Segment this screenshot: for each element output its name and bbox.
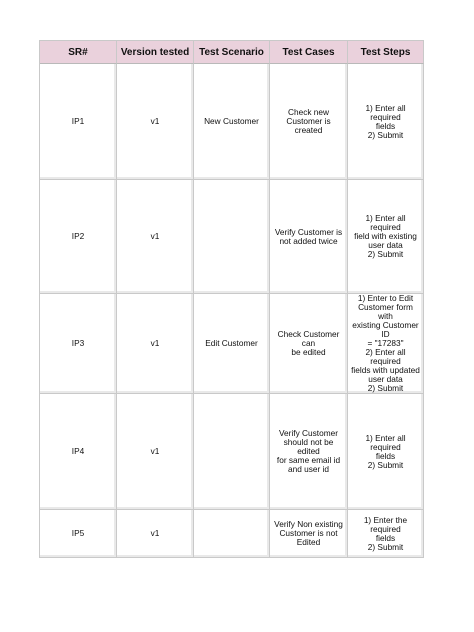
cell-scenario: New Customer [194, 64, 270, 180]
cell-sr: IP2 [40, 180, 117, 294]
cell-test-steps: 1) Enter all required fields 2) Submit [348, 64, 424, 180]
header-test-scenario: Test Scenario [194, 41, 270, 64]
table-row [40, 394, 424, 510]
header-test-steps: Test Steps [348, 41, 424, 64]
cell-test-case: Verify Customer is not added twice [270, 180, 348, 294]
cell-scenario [194, 510, 270, 558]
header-test-cases: Test Cases [270, 41, 348, 64]
header-row [40, 41, 424, 64]
cell-version: v1 [117, 394, 194, 510]
cell-test-case: Verify Non existing Customer is not Edited [270, 510, 348, 558]
table-row [40, 510, 424, 558]
cell-scenario [194, 394, 270, 510]
cell-sr: IP1 [40, 64, 117, 180]
cell-scenario: Edit Customer [194, 294, 270, 394]
table-row [40, 294, 424, 394]
cell-test-case: Verify Customer should not be edited for same email id and user id [270, 394, 348, 510]
header-sr: SR# [40, 41, 117, 64]
cell-test-steps: 1) Enter the required fields 2) Submit [348, 510, 424, 558]
test-case-table [39, 40, 424, 558]
cell-scenario [194, 180, 270, 294]
cell-test-steps: 1) Enter all required field with existing user data 2) Submit [348, 180, 424, 294]
cell-test-case: Check new Customer is created [270, 64, 348, 180]
cell-test-steps: 1) Enter all required fields 2) Submit [348, 394, 424, 510]
header-version-tested: Version tested [117, 41, 194, 64]
cell-version: v1 [117, 294, 194, 394]
table-row [40, 180, 424, 294]
cell-test-steps: 1) Enter to Edit Customer form with existing Customer ID = "17283" 2) Enter all required fields with updated user data 2) Submit [348, 294, 424, 394]
cell-version: v1 [117, 64, 194, 180]
cell-sr: IP5 [40, 510, 117, 558]
cell-version: v1 [117, 180, 194, 294]
cell-version: v1 [117, 510, 194, 558]
cell-sr: IP3 [40, 294, 117, 394]
cell-test-case: Check Customer can be edited [270, 294, 348, 394]
table-row [40, 64, 424, 180]
cell-sr: IP4 [40, 394, 117, 510]
